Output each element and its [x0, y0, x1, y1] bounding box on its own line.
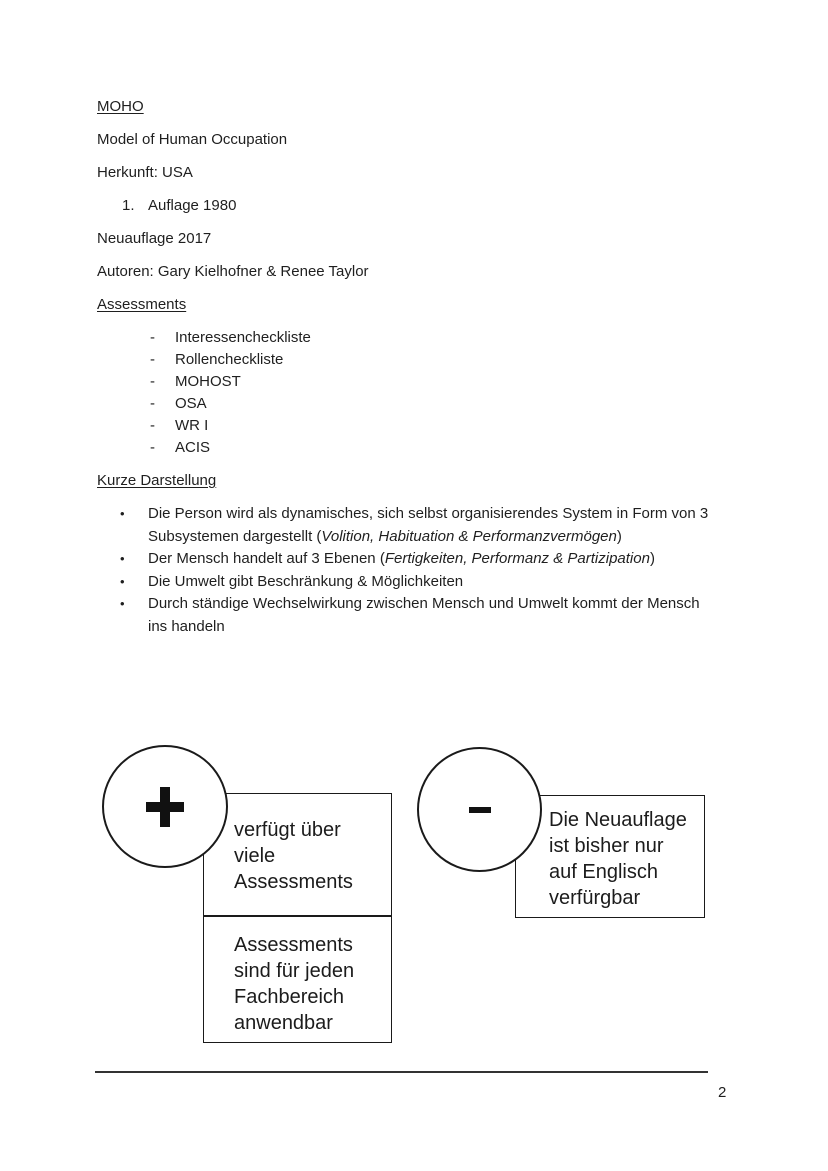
bullet-text: [148, 593, 713, 638]
dash-marker: -: [150, 439, 155, 456]
dash-marker: -: [150, 417, 155, 434]
minus-icon: [469, 807, 491, 813]
page-number: 2: [718, 1084, 727, 1101]
doc-title: [97, 96, 713, 118]
pros-box-2-text: Assessments sind für jeden Fachbereich anwendbar: [234, 934, 355, 1034]
bullet-text-plain: ): [616, 527, 622, 545]
list-item: [150, 393, 713, 415]
short-description-list: [97, 503, 713, 638]
bullet-text-plain: Die Person wird als dynamisches, sich selbst organisierendes System in Form von 3 Subsystemen dargestellt (: [148, 505, 709, 545]
bullet-text-plain: Die Umwelt gibt Beschränkung & Möglichkeiten: [148, 572, 464, 590]
pros-box-1: [203, 793, 392, 917]
bullet-item: [120, 548, 713, 571]
bullet-text-italic: Fertigkeiten, Performanz & Partizipation: [384, 550, 650, 567]
origin-line: Herkunft: USA: [97, 164, 193, 181]
numbered-item-marker: 1.: [122, 197, 135, 214]
numbered-item-text: Auflage 1980: [148, 197, 237, 214]
spacer: [97, 217, 713, 228]
reissue-line: Neuauflage 2017: [97, 230, 212, 247]
bullet-item: [120, 503, 713, 548]
list-item: [150, 437, 713, 459]
numbered-item: [122, 195, 713, 217]
bullet-text-italic: Volition, Habituation & Performanzvermögen: [321, 527, 617, 545]
dash-marker: -: [150, 329, 155, 346]
list-item: [150, 327, 713, 349]
list-item-text: MOHOST: [175, 373, 241, 390]
list-item-text: Interessencheckliste: [175, 329, 311, 346]
list-item: [150, 415, 713, 437]
pros-box-2: [203, 915, 392, 1043]
dash-marker: -: [150, 373, 155, 390]
authors-line: Autoren: Gary Kielhofner & Renee Taylor: [97, 263, 369, 280]
dash-marker: -: [150, 395, 155, 412]
bullet-item: [120, 571, 713, 594]
bullet-marker: •: [120, 551, 125, 566]
assessments-heading: [97, 294, 713, 316]
list-item-text: WR I: [175, 417, 209, 434]
list-item-text: OSA: [175, 395, 207, 412]
assessments-heading-text: Assessments: [97, 296, 187, 313]
bullet-text: [148, 571, 713, 594]
bullet-marker: •: [120, 506, 125, 521]
doc-subtitle: Model of Human Occupation: [97, 131, 288, 148]
pros-box-1-text: verfügt über viele Assessments: [234, 819, 353, 893]
dash-marker: -: [150, 351, 155, 368]
bullet-text-plain: ): [649, 550, 655, 567]
cons-box-text: Die Neuauflage ist bisher nur auf Englisch verfürgbar: [549, 809, 687, 909]
bullet-text: [148, 548, 713, 571]
bullet-text-plain: Der Mensch handelt auf 3 Ebenen (: [148, 550, 385, 567]
doc-title-text: MOHO: [97, 98, 144, 115]
plus-icon-bar: [160, 787, 170, 827]
bullet-marker: •: [120, 596, 125, 611]
list-item-text: Rollencheckliste: [175, 351, 284, 368]
bullet-marker: •: [120, 573, 125, 589]
plus-icon: [145, 787, 185, 827]
list-item-text: ACIS: [175, 439, 211, 456]
list-item: [150, 371, 713, 393]
document-body: [97, 96, 713, 638]
short-description-heading-text: Kurze Darstellung: [97, 472, 217, 489]
footer-rule: [95, 1071, 708, 1073]
cons-box: [515, 795, 705, 918]
short-description-heading: [97, 470, 713, 492]
bullet-item: [120, 593, 713, 638]
list-item: [150, 349, 713, 371]
cons-circle: [417, 747, 542, 872]
assessments-list: [97, 327, 713, 459]
bullet-text: [148, 503, 713, 548]
bullet-text-plain: Durch ständige Wechselwirkung zwischen Mensch und Umwelt kommt der Mensch ins handeln: [148, 595, 700, 635]
pros-circle: [102, 745, 228, 868]
